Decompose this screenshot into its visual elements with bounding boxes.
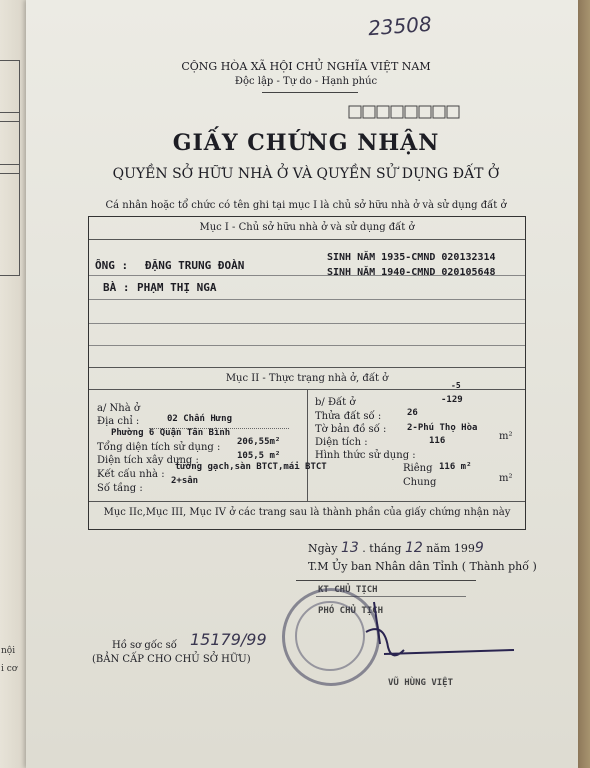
republic-heading: CỘNG HÒA XÃ HỘI CHỦ NGHĨA VIỆT NAM	[181, 60, 431, 73]
lot-label: Thửa đất số :	[315, 411, 382, 422]
month-label: . tháng	[362, 542, 402, 555]
map-label: Tờ bản đồ số :	[315, 424, 387, 435]
lot-note: -129	[441, 395, 463, 405]
section2-heading: Mục II - Thực trạng nhà ở, đất ở	[225, 373, 389, 384]
adjacent-page-text: nội	[1, 646, 16, 656]
year-digit: 9	[474, 540, 484, 556]
owner2-prefix: BÀ :	[103, 281, 130, 294]
document-title: GIẤY CHỨNG NHẬN	[172, 130, 440, 156]
day-label: Ngày	[308, 542, 338, 555]
private-value: 116 m²	[439, 462, 472, 472]
month-value: 12	[404, 540, 423, 556]
address-line2: Phường 6 Quận Tân Bình	[111, 428, 231, 438]
floors-value: 2+sân	[171, 476, 199, 486]
row-rule	[89, 299, 525, 300]
structure-value: tường gạch,sàn BTCT,mái BTCT	[175, 462, 327, 472]
owner2-name: PHẠM THỊ NGA	[137, 281, 217, 294]
total-area-label: Tổng diện tích sử dụng :	[97, 442, 221, 453]
dossier-number: 15179/99	[190, 630, 267, 649]
shared-unit: m²	[499, 473, 513, 484]
lot-note-top: -5	[451, 381, 461, 390]
intro-text: Cá nhân hoặc tổ chức có tên ghi tại mục I là chủ sở hữu nhà ở và sử dụng đất ở	[105, 200, 507, 211]
day-value: 13	[340, 540, 359, 556]
footer-rule	[89, 501, 525, 502]
dossier-label: Hồ sơ gốc số	[112, 640, 177, 651]
built-area-value: 105,5 m²	[237, 451, 281, 461]
map-value: 2-Phú Thọ Hòa	[407, 423, 478, 433]
adjacent-page-box	[0, 164, 20, 276]
floors-label: Số tầng :	[97, 483, 143, 494]
section1-heading-rule	[89, 239, 525, 240]
authority: T.M Ủy ban Nhân dân Tỉnh ( Thành phố )	[308, 560, 537, 573]
motto: Độc lập - Tự do - Hạnh phúc	[234, 76, 378, 87]
certificate-page	[26, 0, 578, 768]
motto-underline	[262, 92, 358, 93]
section1-heading: Mục I - Chủ sở hữu nhà ở và sử dụng đất ở	[199, 222, 415, 233]
owner1-prefix: ÔNG :	[95, 259, 129, 272]
adjacent-page-text: i cơ	[1, 664, 18, 674]
total-area-value: 206,55m²	[237, 437, 281, 447]
signer-name: VŨ HÙNG VIỆT	[388, 678, 454, 688]
address-line1: 02 Chấn Hưng	[167, 414, 233, 424]
private-label: Riêng	[403, 463, 433, 474]
year-label: năm 199	[426, 542, 475, 555]
signature	[344, 592, 544, 676]
owner1-name: ĐẶNG TRUNG ĐOÀN	[145, 259, 245, 272]
document-subtitle: QUYỀN SỞ HỮU NHÀ Ở VÀ QUYỀN SỬ DỤNG ĐẤT Ở	[112, 166, 500, 182]
signer-role2: PHÓ CHỦ TỊCH	[318, 606, 384, 616]
lot-value: 26	[407, 408, 418, 418]
built-area-label: Diện tích xây dựng :	[97, 455, 199, 466]
shared-label: Chung	[403, 477, 437, 488]
issue-date	[308, 540, 484, 556]
owner2-info: SINH NĂM 1940-CMND 020105648	[327, 267, 496, 278]
desk-edge	[576, 0, 590, 768]
area-unit: m²	[499, 431, 513, 442]
handwritten-number: 23508	[367, 11, 433, 41]
row-rule	[89, 323, 525, 324]
signature-rule	[296, 580, 476, 581]
certificate-frame	[88, 216, 526, 530]
section-divider	[89, 367, 525, 368]
house-label: a/ Nhà ở	[97, 403, 140, 414]
area-value: 116	[429, 436, 446, 446]
structure-label: Kết cấu nhà :	[97, 469, 165, 480]
copy-note: (BẢN CẤP CHO CHỦ SỞ HỮU)	[92, 654, 251, 665]
signer-role1: KT CHỦ TỊCH	[318, 585, 378, 595]
land-label: b/ Đất ở	[315, 397, 356, 408]
usage-label: Hình thức sử dụng :	[315, 450, 416, 461]
owner1-info: SINH NĂM 1935-CMND 020132314	[327, 252, 496, 263]
row-rule	[89, 345, 525, 346]
footer-note: Mục IIc,Mục III, Mục IV ở các trang sau là thành phần của giấy chứng nhận này	[103, 507, 511, 518]
section2-column-divider	[307, 389, 308, 501]
serial-boxes	[348, 104, 466, 123]
area-label: Diện tích :	[315, 437, 368, 448]
address-label: Địa chỉ :	[97, 416, 140, 427]
